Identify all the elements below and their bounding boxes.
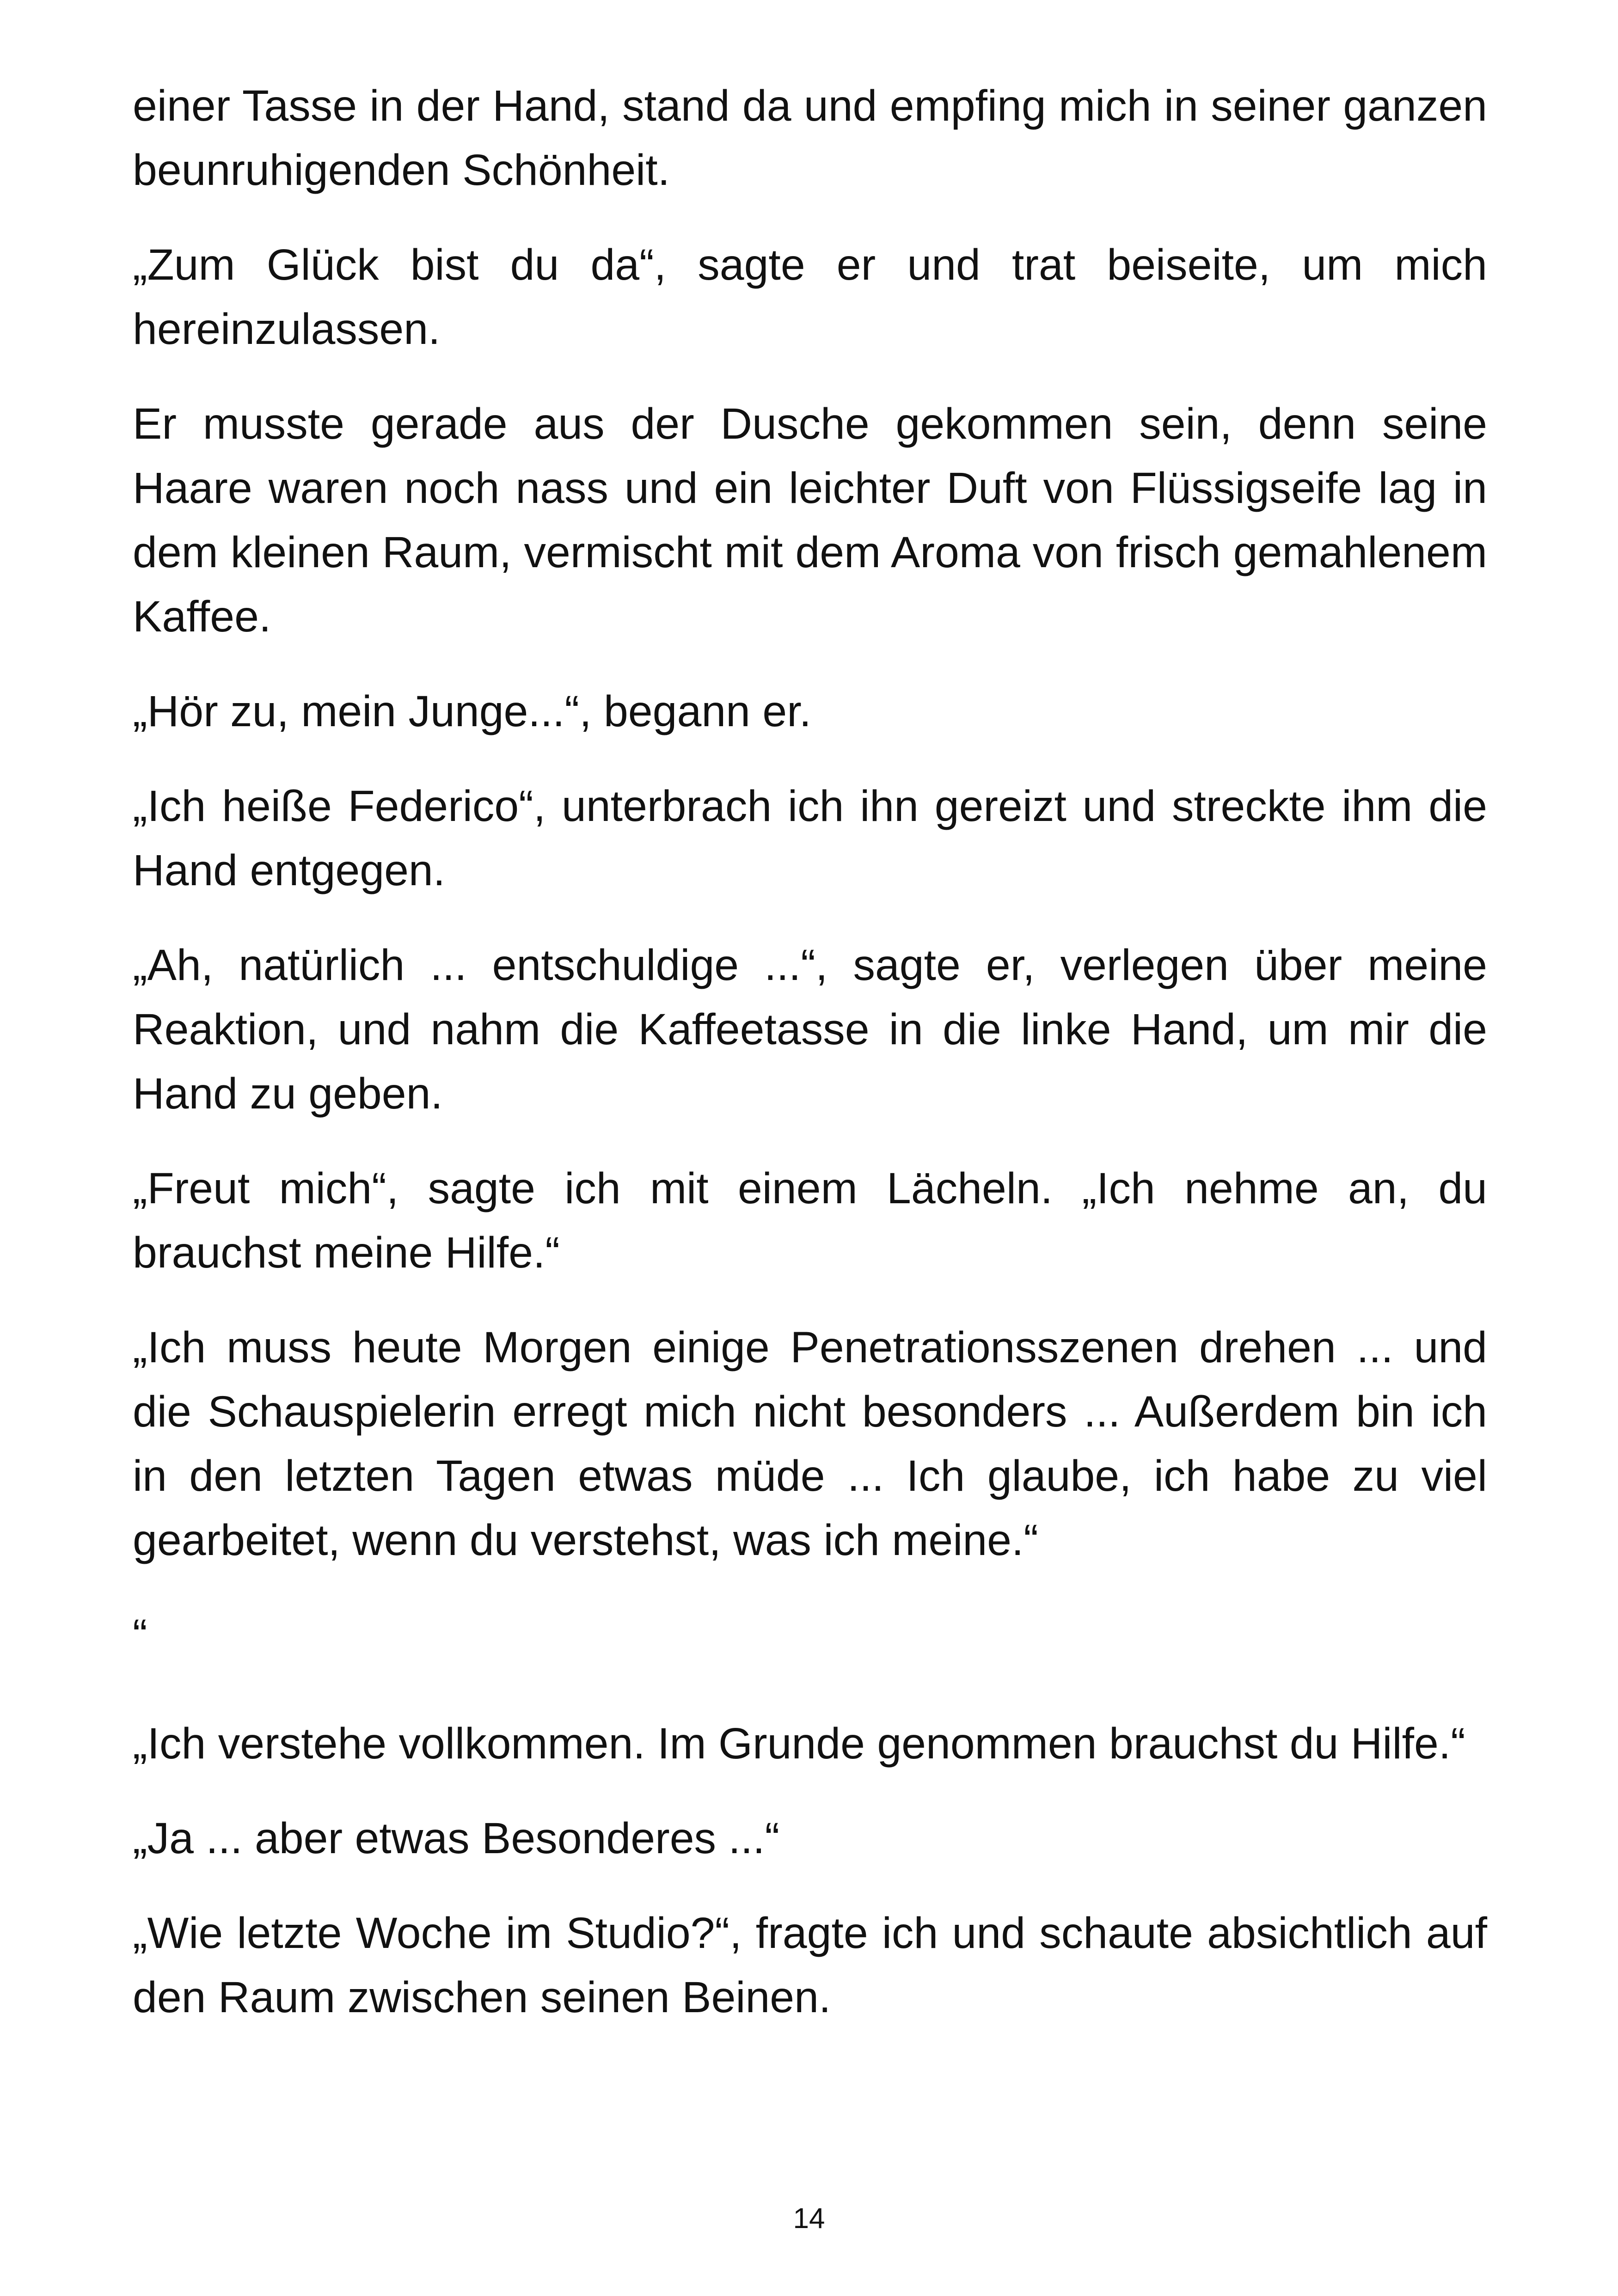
paragraph: „Zum Glück bist du da“, sagte er und trat beiseite, um mich hereinzulassen. [133, 240, 1487, 354]
paragraph: Er musste gerade aus der Dusche gekommen sein, denn seine Haare waren noch nass und ein leichter Duft von Flüssigseife lag in dem kleinen Raum, vermischt mit dem Aroma von frisch gemahlenem Kaffee. [133, 399, 1487, 641]
paragraph: „Ich heiße Federico“, unterbrach ich ihn gereizt und streckte ihm die Hand entgegen. [133, 782, 1487, 895]
paragraph: „Hör zu, mein Junge...“, begann er. [133, 687, 812, 736]
paragraph: „Ich verstehe vollkommen. Im Grunde genommen brauchst du Hilfe.“ [133, 1719, 1465, 1768]
paragraph-stray-quote: “ [133, 1610, 147, 1659]
paragraph: einer Tasse in der Hand, stand da und empfing mich in seiner ganzen beunruhigenden Schönheit. [133, 81, 1487, 195]
paragraph: „Freut mich“, sagte ich mit einem Lächeln. „Ich nehme an, du brauchst meine Hilfe.“ [133, 1164, 1487, 1277]
paragraph: „Ja ... aber etwas Besonderes ...“ [133, 1814, 780, 1863]
body-text [133, 74, 1487, 2060]
paragraph: „Ich muss heute Morgen einige Penetrationsszenen drehen ... und die Schauspielerin erregt mich nicht besonders ... Außerdem bin ich in den letzten Tagen etwas müde ... Ich glaube, ich habe zu viel gearbeitet, wenn du verstehst, was ich meine.“ [133, 1323, 1487, 1565]
paragraph: „Wie letzte Woche im Studio?“, fragte ich und schaute absichtlich auf den Raum zwischen seinen Beinen. [133, 1909, 1487, 2022]
paragraph: „Ah, natürlich ... entschuldige ...“, sagte er, verlegen über meine Reaktion, und nahm die Kaffeetasse in die linke Hand, um mir die Hand zu geben. [133, 941, 1487, 1118]
page-number: 14 [793, 2203, 825, 2235]
